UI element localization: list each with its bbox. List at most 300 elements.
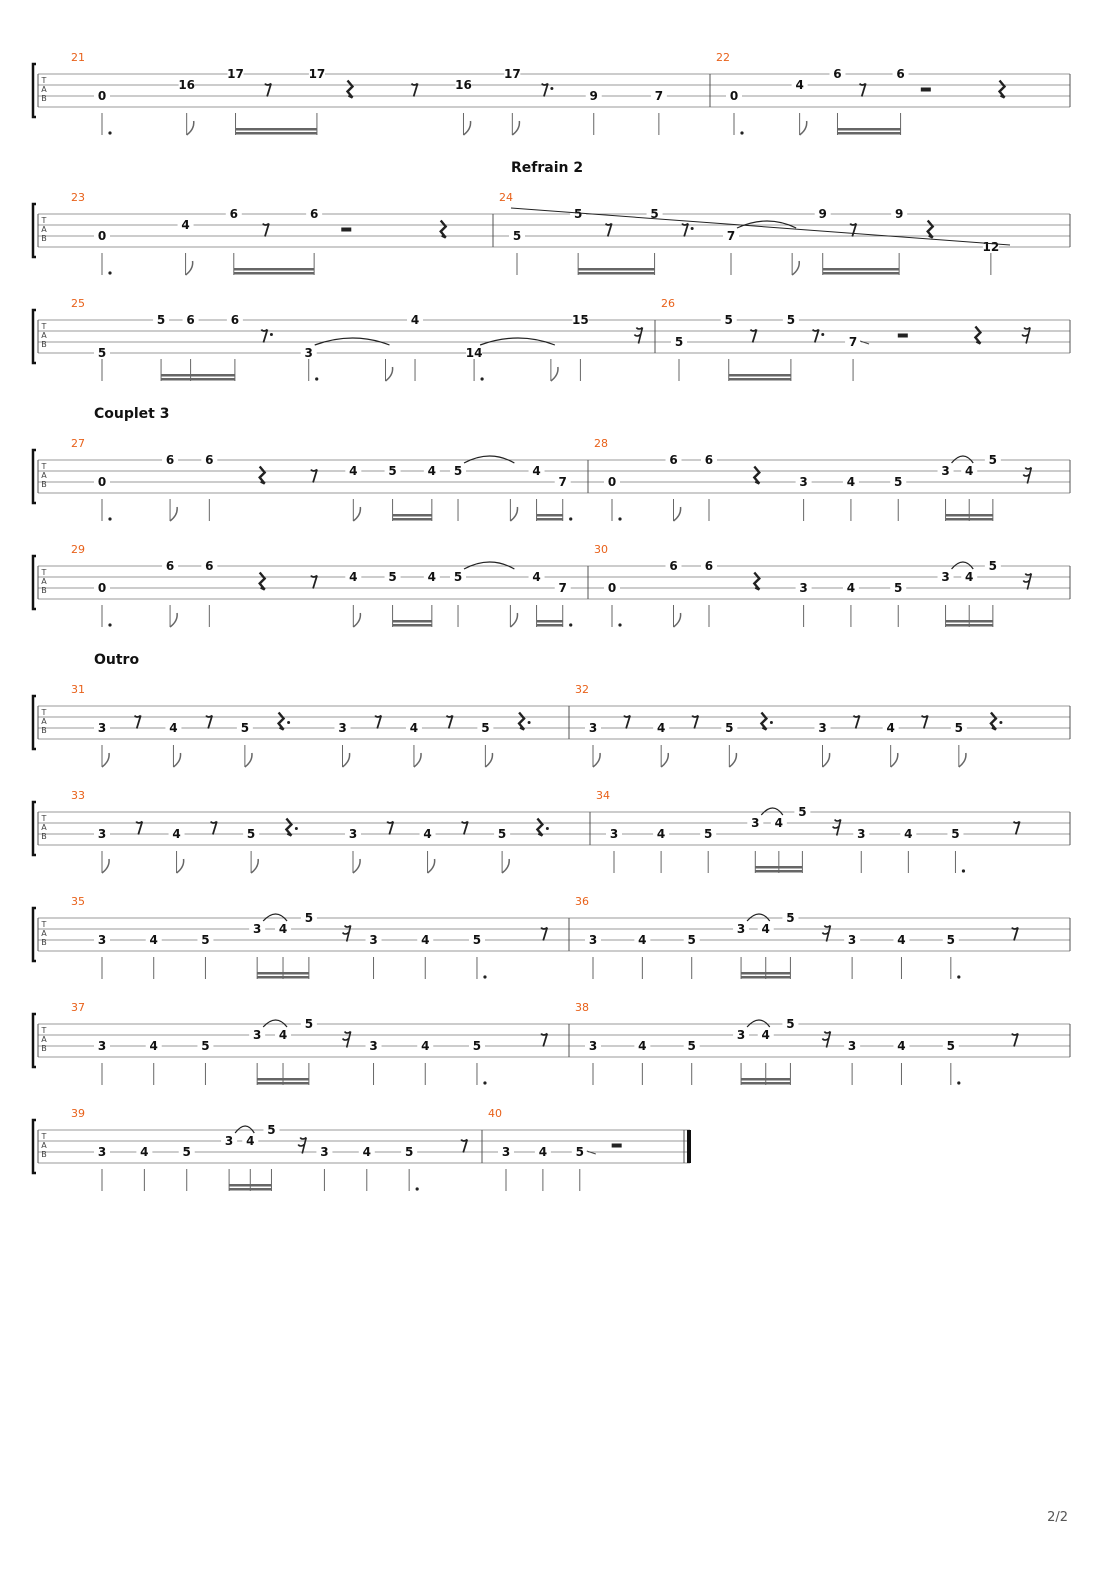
fret-number: 5: [798, 805, 807, 819]
tab-clef-letter: T: [41, 1026, 47, 1035]
dotted-eighth-rest: [682, 224, 688, 237]
tab-system: [33, 543, 1070, 627]
beam-secondary: [823, 268, 899, 271]
measure-number: 33: [71, 789, 85, 802]
fret-number: 5: [240, 721, 250, 735]
duration-dot: [108, 517, 111, 520]
eighth-rest: [854, 716, 860, 729]
fret-number: 16: [178, 78, 196, 92]
fret-number: 4: [427, 570, 437, 584]
tab-clef-letter: T: [41, 1132, 47, 1141]
beam-secondary: [729, 374, 791, 377]
fret-number: 5: [388, 464, 397, 478]
beam: [837, 132, 900, 135]
beam: [161, 378, 235, 381]
fret-number: 5: [481, 721, 490, 735]
fret-number: 4: [409, 721, 419, 735]
beam-secondary: [393, 620, 432, 623]
tab-clef-letter: A: [41, 717, 47, 726]
beam: [257, 976, 309, 979]
eighth-rest: [375, 716, 381, 729]
fret-number: 3: [799, 581, 808, 595]
fret-number: 4: [656, 721, 666, 735]
beam-secondary: [578, 268, 654, 271]
rest-dot: [546, 827, 549, 830]
quarter-rest: [754, 467, 759, 484]
note-flag: [510, 507, 517, 521]
fret-number: 9: [818, 207, 827, 221]
duration-dot: [108, 271, 111, 274]
fret-number: 5: [988, 559, 998, 573]
fret-number: 5: [575, 1145, 584, 1159]
eighth-rest: [135, 716, 141, 729]
measure: [71, 1107, 467, 1191]
rest-dot: [550, 87, 553, 90]
half-rest: [898, 334, 908, 338]
eighth-rest: [387, 822, 393, 835]
measure: [488, 1107, 622, 1191]
eighth-rest: [206, 716, 212, 729]
fret-number: 7: [726, 229, 736, 243]
system-bracket: [33, 450, 36, 503]
fret-number: 3: [588, 721, 598, 735]
fret-number: 0: [97, 581, 107, 595]
eighth-rest: [1012, 1034, 1018, 1047]
duration-dot: [108, 131, 111, 134]
note-flag: [729, 753, 736, 767]
tab-clef-letter: B: [41, 234, 47, 243]
fret-number: 5: [497, 827, 507, 841]
fret-number: 9: [589, 89, 598, 103]
rest-dot: [999, 721, 1002, 724]
measure-number: 25: [71, 297, 85, 310]
dotted-quarter-rest: [761, 713, 766, 730]
fret-number: 0: [97, 89, 107, 103]
fret-number: 3: [252, 1028, 262, 1042]
fret-number: 6: [205, 453, 214, 467]
tab-system: [33, 1107, 691, 1191]
system-bracket: [33, 1120, 36, 1173]
sixteenth-rest: [1023, 574, 1031, 590]
fret-number: 3: [941, 464, 950, 478]
note-flag: [186, 261, 193, 275]
fret-number: 3: [751, 816, 760, 830]
tab-system: [33, 1001, 1070, 1085]
quarter-rest: [347, 81, 352, 98]
sixteenth-rest: [634, 328, 642, 344]
note-flag: [353, 859, 360, 873]
note-flag: [593, 753, 600, 767]
fret-number: 6: [230, 313, 240, 327]
tab-system: [33, 789, 1070, 873]
fret-number: 5: [704, 827, 713, 841]
note-flag: [792, 261, 799, 275]
beam: [236, 132, 317, 135]
fret-number: 5: [650, 207, 659, 221]
tab-clef-letter: A: [41, 823, 47, 832]
note-flag: [823, 753, 830, 767]
beam: [755, 870, 802, 873]
fret-number: 5: [894, 475, 903, 489]
fret-number: 3: [224, 1134, 234, 1148]
fret-number: 5: [954, 721, 964, 735]
measure: [499, 191, 1010, 275]
note-flag: [173, 753, 180, 767]
fret-number: 3: [252, 922, 262, 936]
fret-number: 17: [227, 67, 244, 81]
tab-clef-letter: T: [41, 708, 47, 717]
system-bracket: [33, 556, 36, 609]
fret-number: 3: [799, 475, 808, 489]
tab-clef-letter: T: [41, 216, 47, 225]
note-flag: [512, 121, 519, 135]
note-flag: [245, 753, 252, 767]
dotted-eighth-rest: [261, 330, 267, 343]
eighth-rest: [265, 84, 271, 97]
rest-dot: [270, 333, 273, 336]
duration-dot: [618, 623, 621, 626]
fret-number: 3: [818, 721, 827, 735]
fret-number: 3: [97, 827, 107, 841]
measure-number: 29: [71, 543, 85, 556]
measure-number: 28: [594, 437, 608, 450]
fret-number: 5: [472, 1039, 482, 1053]
measure-number: 23: [71, 191, 85, 204]
fret-number: 3: [97, 1145, 107, 1159]
eighth-rest: [606, 224, 612, 237]
system-bracket: [33, 908, 36, 961]
tab-clef-letter: T: [41, 462, 47, 471]
fret-number: 6: [896, 67, 905, 81]
fret-number: 4: [181, 218, 190, 232]
measure: [575, 895, 1018, 979]
fret-number: 4: [638, 933, 647, 947]
tab-system: [33, 160, 1070, 275]
fret-number: 6: [309, 207, 319, 221]
fret-number: 9: [894, 207, 904, 221]
tab-clef-letter: B: [41, 340, 47, 349]
fret-number: 4: [532, 570, 541, 584]
note-flag: [891, 753, 898, 767]
measure-number: 30: [594, 543, 608, 556]
beam-secondary: [537, 620, 563, 623]
fret-number: 6: [186, 313, 195, 327]
sixteenth-rest: [833, 820, 841, 836]
beam: [257, 1082, 309, 1085]
beam: [946, 518, 993, 521]
beam-secondary: [161, 374, 235, 377]
fret-number: 5: [786, 313, 796, 327]
eighth-rest: [692, 716, 698, 729]
system-bracket: [33, 1014, 36, 1067]
tab-clef-letter: T: [41, 76, 47, 85]
measure: [71, 1001, 547, 1085]
quarter-rest: [928, 221, 933, 238]
measure-number: 22: [716, 51, 730, 64]
fret-number: 0: [607, 475, 617, 489]
duration-dot: [740, 131, 743, 134]
fret-number: 4: [886, 721, 895, 735]
fret-number: 5: [201, 933, 210, 947]
eighth-rest: [136, 822, 142, 835]
tab-clef-letter: A: [41, 331, 47, 340]
fret-number: 4: [149, 1039, 158, 1053]
fret-number: 4: [532, 464, 541, 478]
beam-secondary: [234, 268, 314, 271]
note-flag: [959, 753, 966, 767]
fret-number: 4: [278, 922, 288, 936]
fret-number: 5: [246, 827, 256, 841]
fret-number: 5: [988, 453, 998, 467]
fret-number: 7: [654, 89, 664, 103]
quarter-rest: [260, 573, 265, 590]
fret-number: 3: [857, 827, 866, 841]
beam: [537, 518, 563, 521]
fret-number: 17: [503, 67, 521, 81]
fret-number: 4: [421, 1039, 430, 1053]
eighth-rest: [211, 822, 217, 835]
system-bracket: [33, 802, 36, 855]
note-flag: [177, 859, 184, 873]
half-rest: [341, 228, 351, 232]
beam-secondary: [946, 514, 993, 517]
eighth-rest: [1014, 822, 1020, 835]
section-title: Refrain 2: [511, 160, 584, 176]
measure: [71, 789, 549, 873]
tab-system: [33, 297, 1070, 381]
note-flag: [251, 859, 258, 873]
measure-number: 26: [661, 297, 675, 310]
measure: [71, 51, 667, 135]
beam: [946, 624, 993, 627]
fret-number: 3: [941, 570, 950, 584]
fret-number: 4: [761, 922, 770, 936]
note-flag: [414, 753, 421, 767]
note-flag: [674, 507, 681, 521]
half-rest: [921, 88, 931, 92]
sixteenth-rest: [343, 926, 351, 942]
sixteenth-rest: [343, 1032, 351, 1048]
rest-dot: [770, 721, 773, 724]
note-flag: [170, 613, 177, 627]
fret-number: 5: [182, 1145, 191, 1159]
tab-clef-letter: B: [41, 1044, 47, 1053]
fret-number: 6: [205, 559, 214, 573]
fret-number: 3: [736, 1028, 746, 1042]
fret-number: 0: [729, 89, 739, 103]
fret-number: 16: [455, 78, 472, 92]
fret-number: 3: [97, 721, 107, 735]
rest-dot: [821, 333, 824, 336]
rest-dot: [295, 827, 298, 830]
fret-number: 4: [169, 721, 178, 735]
quarter-rest: [260, 467, 265, 484]
measure: [575, 683, 1002, 767]
eighth-rest: [311, 576, 317, 589]
beam-secondary: [537, 514, 563, 517]
beam-secondary: [257, 972, 309, 975]
fret-number: 4: [638, 1039, 647, 1053]
note-flag: [551, 367, 558, 381]
beam-secondary: [837, 128, 900, 131]
fret-number: 15: [572, 313, 589, 327]
eighth-rest: [922, 716, 928, 729]
dotted-eighth-rest: [813, 330, 819, 343]
measure-number: 36: [575, 895, 589, 908]
fret-number: 4: [538, 1145, 548, 1159]
tab-clef-letter: A: [41, 1035, 47, 1044]
dotted-eighth-rest: [542, 84, 548, 97]
note-flag: [187, 121, 194, 135]
tab-clef-letter: A: [41, 471, 47, 480]
fret-number: 4: [278, 1028, 288, 1042]
tab-clef-letter: T: [41, 814, 47, 823]
note-flag: [463, 121, 470, 135]
fret-number: 4: [349, 570, 358, 584]
fret-number: 5: [724, 313, 733, 327]
measure: [594, 543, 1031, 627]
system-bracket: [33, 64, 36, 117]
sixteenth-rest: [822, 1032, 830, 1048]
measure-number: 34: [596, 789, 610, 802]
note-flag: [102, 753, 109, 767]
fret-number: 5: [453, 570, 463, 584]
tab-clef-letter: B: [41, 726, 47, 735]
measure-number: 31: [71, 683, 85, 696]
beam-secondary: [946, 620, 993, 623]
duration-dot: [416, 1187, 419, 1190]
fret-number: 4: [246, 1134, 255, 1148]
tab-system: [33, 652, 1070, 767]
dotted-quarter-rest: [279, 713, 284, 730]
fret-number: 0: [97, 229, 107, 243]
fret-number: 4: [423, 827, 432, 841]
fret-number: 12: [982, 240, 1000, 254]
eighth-rest: [541, 1034, 547, 1047]
measure-number: 38: [575, 1001, 589, 1014]
system-bracket: [33, 310, 36, 363]
eighth-rest: [541, 928, 547, 941]
fret-number: 5: [453, 464, 463, 478]
dotted-quarter-rest: [991, 713, 996, 730]
fret-number: 4: [846, 475, 856, 489]
note-flag: [353, 507, 360, 521]
beam: [229, 1188, 271, 1191]
fret-number: 4: [362, 1145, 371, 1159]
beam: [234, 272, 314, 275]
fret-number: 4: [897, 933, 906, 947]
rest-dot: [528, 721, 531, 724]
note-flag: [674, 613, 681, 627]
sixteenth-rest: [298, 1138, 306, 1154]
measure: [575, 1001, 1018, 1085]
sixteenth-rest: [1023, 468, 1031, 484]
note-flag: [502, 859, 509, 873]
measure: [71, 437, 572, 521]
beam: [741, 976, 790, 979]
measure-number: 24: [499, 191, 513, 204]
tab-clef-letter: A: [41, 1141, 47, 1150]
fret-number: 7: [558, 581, 567, 595]
fret-number: 6: [229, 207, 238, 221]
fret-number: 6: [669, 559, 678, 573]
beam: [741, 1082, 790, 1085]
quarter-rest: [1000, 81, 1005, 98]
beam: [729, 378, 791, 381]
measure-number: 32: [575, 683, 589, 696]
fret-number: 4: [846, 581, 856, 595]
fret-number: 4: [897, 1039, 906, 1053]
fret-number: 3: [97, 933, 107, 947]
duration-dot: [569, 517, 572, 520]
measure: [71, 683, 531, 767]
section-title: Couplet 3: [94, 406, 170, 422]
dotted-quarter-rest: [519, 713, 524, 730]
tab-clef-letter: T: [41, 920, 47, 929]
fret-number: 3: [847, 933, 857, 947]
fret-number: 5: [404, 1145, 414, 1159]
note-flag: [428, 859, 435, 873]
note-flag: [343, 753, 350, 767]
note-flag: [353, 613, 360, 627]
measure: [661, 297, 1030, 381]
note-flag: [386, 367, 393, 381]
tab-clef-letter: B: [41, 480, 47, 489]
duration-dot: [483, 975, 486, 978]
duration-dot: [315, 377, 318, 380]
fret-number: 5: [786, 1017, 795, 1031]
fret-number: 3: [736, 922, 746, 936]
eighth-rest: [461, 1140, 467, 1153]
fret-number: 4: [904, 827, 913, 841]
eighth-rest: [447, 716, 453, 729]
tab-clef-letter: B: [41, 94, 47, 103]
fret-number: 4: [965, 570, 974, 584]
note-flag: [661, 753, 668, 767]
fret-number: 4: [140, 1145, 149, 1159]
duration-dot: [108, 623, 111, 626]
measure-number: 35: [71, 895, 85, 908]
note-flag: [800, 121, 807, 135]
fret-number: 5: [156, 313, 166, 327]
tab-clef-letter: B: [41, 586, 47, 595]
rest-dot: [691, 227, 694, 230]
fret-number: 5: [304, 911, 314, 925]
tab-system: [33, 895, 1070, 979]
duration-dot: [483, 1081, 486, 1084]
eighth-rest: [311, 470, 317, 483]
beam-secondary: [229, 1184, 271, 1187]
measure: [71, 297, 642, 381]
tab-clef-letter: T: [41, 322, 47, 331]
page-number: 2/2: [1047, 1510, 1068, 1525]
fret-number: 17: [308, 67, 326, 81]
measure: [71, 191, 446, 275]
fret-number: 14: [465, 346, 483, 360]
fret-number: 4: [149, 933, 158, 947]
rest-dot: [287, 721, 290, 724]
eighth-rest: [412, 84, 418, 97]
fret-number: 5: [951, 827, 960, 841]
fret-number: 0: [607, 581, 617, 595]
fret-number: 5: [946, 1039, 956, 1053]
measure-number: 27: [71, 437, 85, 450]
beam-secondary: [741, 972, 790, 975]
fret-number: 3: [369, 1039, 378, 1053]
measure-number: 39: [71, 1107, 85, 1120]
fret-number: 7: [848, 335, 858, 349]
tab-clef-letter: A: [41, 225, 47, 234]
